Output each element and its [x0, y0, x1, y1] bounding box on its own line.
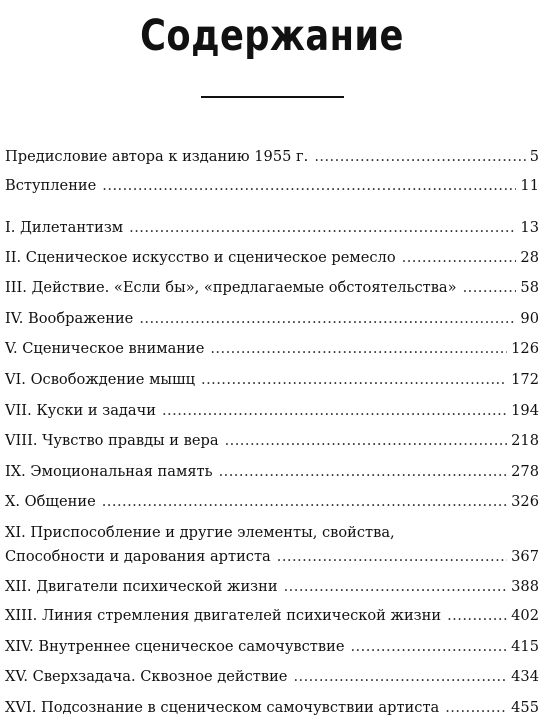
toc-entry-page: 90	[520, 310, 539, 327]
toc-entry	[5, 606, 539, 626]
toc-entry-label-line1: XI. Приспособление и другие элементы, свойства,	[5, 524, 395, 541]
dot-leader	[447, 606, 507, 626]
toc-entry	[5, 147, 539, 167]
toc-entry-label: I. Дилетантизм	[5, 219, 124, 236]
dot-leader	[210, 339, 507, 359]
toc-entry-label: IV. Воображение	[5, 310, 134, 327]
toc-entry-label: IX. Эмоциональная память	[5, 463, 213, 480]
toc-entry-page: 326	[511, 493, 539, 510]
toc-entry-label: V. Сценическое внимание	[5, 340, 205, 357]
toc-entry-label: XIII. Линия стремления двигателей психической жизни	[5, 607, 442, 624]
dot-leader	[284, 577, 508, 597]
toc-entry-page: 388	[511, 578, 539, 595]
toc-entry	[5, 431, 539, 451]
toc-entry	[5, 462, 539, 482]
dot-leader	[102, 176, 516, 196]
toc-entry-label: VIII. Чувство правды и вера	[5, 432, 219, 449]
dot-leader	[402, 248, 517, 268]
toc-entry-page: 402	[511, 607, 539, 624]
toc-entry-page: 5	[529, 148, 539, 165]
toc-entry-page: 455	[511, 699, 539, 716]
toc-entry-page: 434	[511, 668, 539, 685]
dot-leader	[277, 547, 507, 567]
toc-entry-label: X. Общение	[5, 493, 96, 510]
toc-entry-page: 218	[511, 432, 539, 449]
page-title: Содержание	[140, 11, 404, 61]
toc-entry	[5, 339, 539, 359]
toc-entry-label: VII. Куски и задачи	[5, 402, 156, 419]
dot-leader	[162, 401, 507, 421]
toc-entry-page: 13	[520, 219, 539, 236]
dot-leader	[293, 667, 507, 687]
dot-leader	[129, 218, 516, 238]
toc-entry	[5, 637, 539, 657]
dot-leader	[463, 278, 517, 298]
toc-entry	[5, 577, 539, 597]
dot-leader	[219, 462, 508, 482]
dot-leader	[350, 637, 507, 657]
toc-entry	[5, 278, 539, 298]
toc-entry	[5, 176, 539, 196]
toc-entry	[5, 218, 539, 238]
toc-entry	[5, 698, 539, 718]
toc-entry	[5, 370, 539, 390]
toc-entry-page: 126	[511, 340, 539, 357]
toc-entry	[5, 523, 539, 567]
toc-entry	[5, 248, 539, 268]
dot-leader	[102, 492, 507, 512]
toc-entry-page: 367	[511, 548, 539, 565]
toc-entry-page: 58	[520, 279, 539, 296]
toc-entry	[5, 401, 539, 421]
dot-leader	[445, 698, 507, 718]
toc-entry	[5, 667, 539, 687]
toc-entry-page: 11	[520, 177, 539, 194]
toc-entry-label: XII. Двигатели психической жизни	[5, 578, 278, 595]
toc-entry-page: 28	[520, 249, 539, 266]
toc-entry	[5, 309, 539, 329]
toc-entry-label: Способности и дарования артиста	[5, 548, 271, 565]
dot-leader	[201, 370, 507, 390]
toc-entry-label: Вступление	[5, 177, 97, 194]
toc-entry-label: III. Действие. «Если бы», «предлагаемые обстоятельства»	[5, 279, 457, 296]
toc-entry-label: XVI. Подсознание в сценическом самочувствии артиста	[5, 699, 440, 716]
toc-entry-label: Предисловие автора к изданию 1955 г.	[5, 148, 309, 165]
toc-entry-page: 278	[511, 463, 539, 480]
dot-leader	[139, 309, 516, 329]
toc-entry-page: 194	[511, 402, 539, 419]
toc-entry-page: 172	[511, 371, 539, 388]
toc-entry-label: XIV. Внутреннее сценическое самочувствие	[5, 638, 345, 655]
toc-entry-label: VI. Освобождение мышц	[5, 371, 195, 388]
toc-entry	[5, 492, 539, 512]
toc-entry-label: XV. Сверхзадача. Сквозное действие	[5, 668, 288, 685]
dot-leader	[314, 147, 525, 167]
toc-entry-page: 415	[511, 638, 539, 655]
toc-entry-label: II. Сценическое искусство и сценическое ремесло	[5, 249, 396, 266]
dot-leader	[225, 431, 508, 451]
